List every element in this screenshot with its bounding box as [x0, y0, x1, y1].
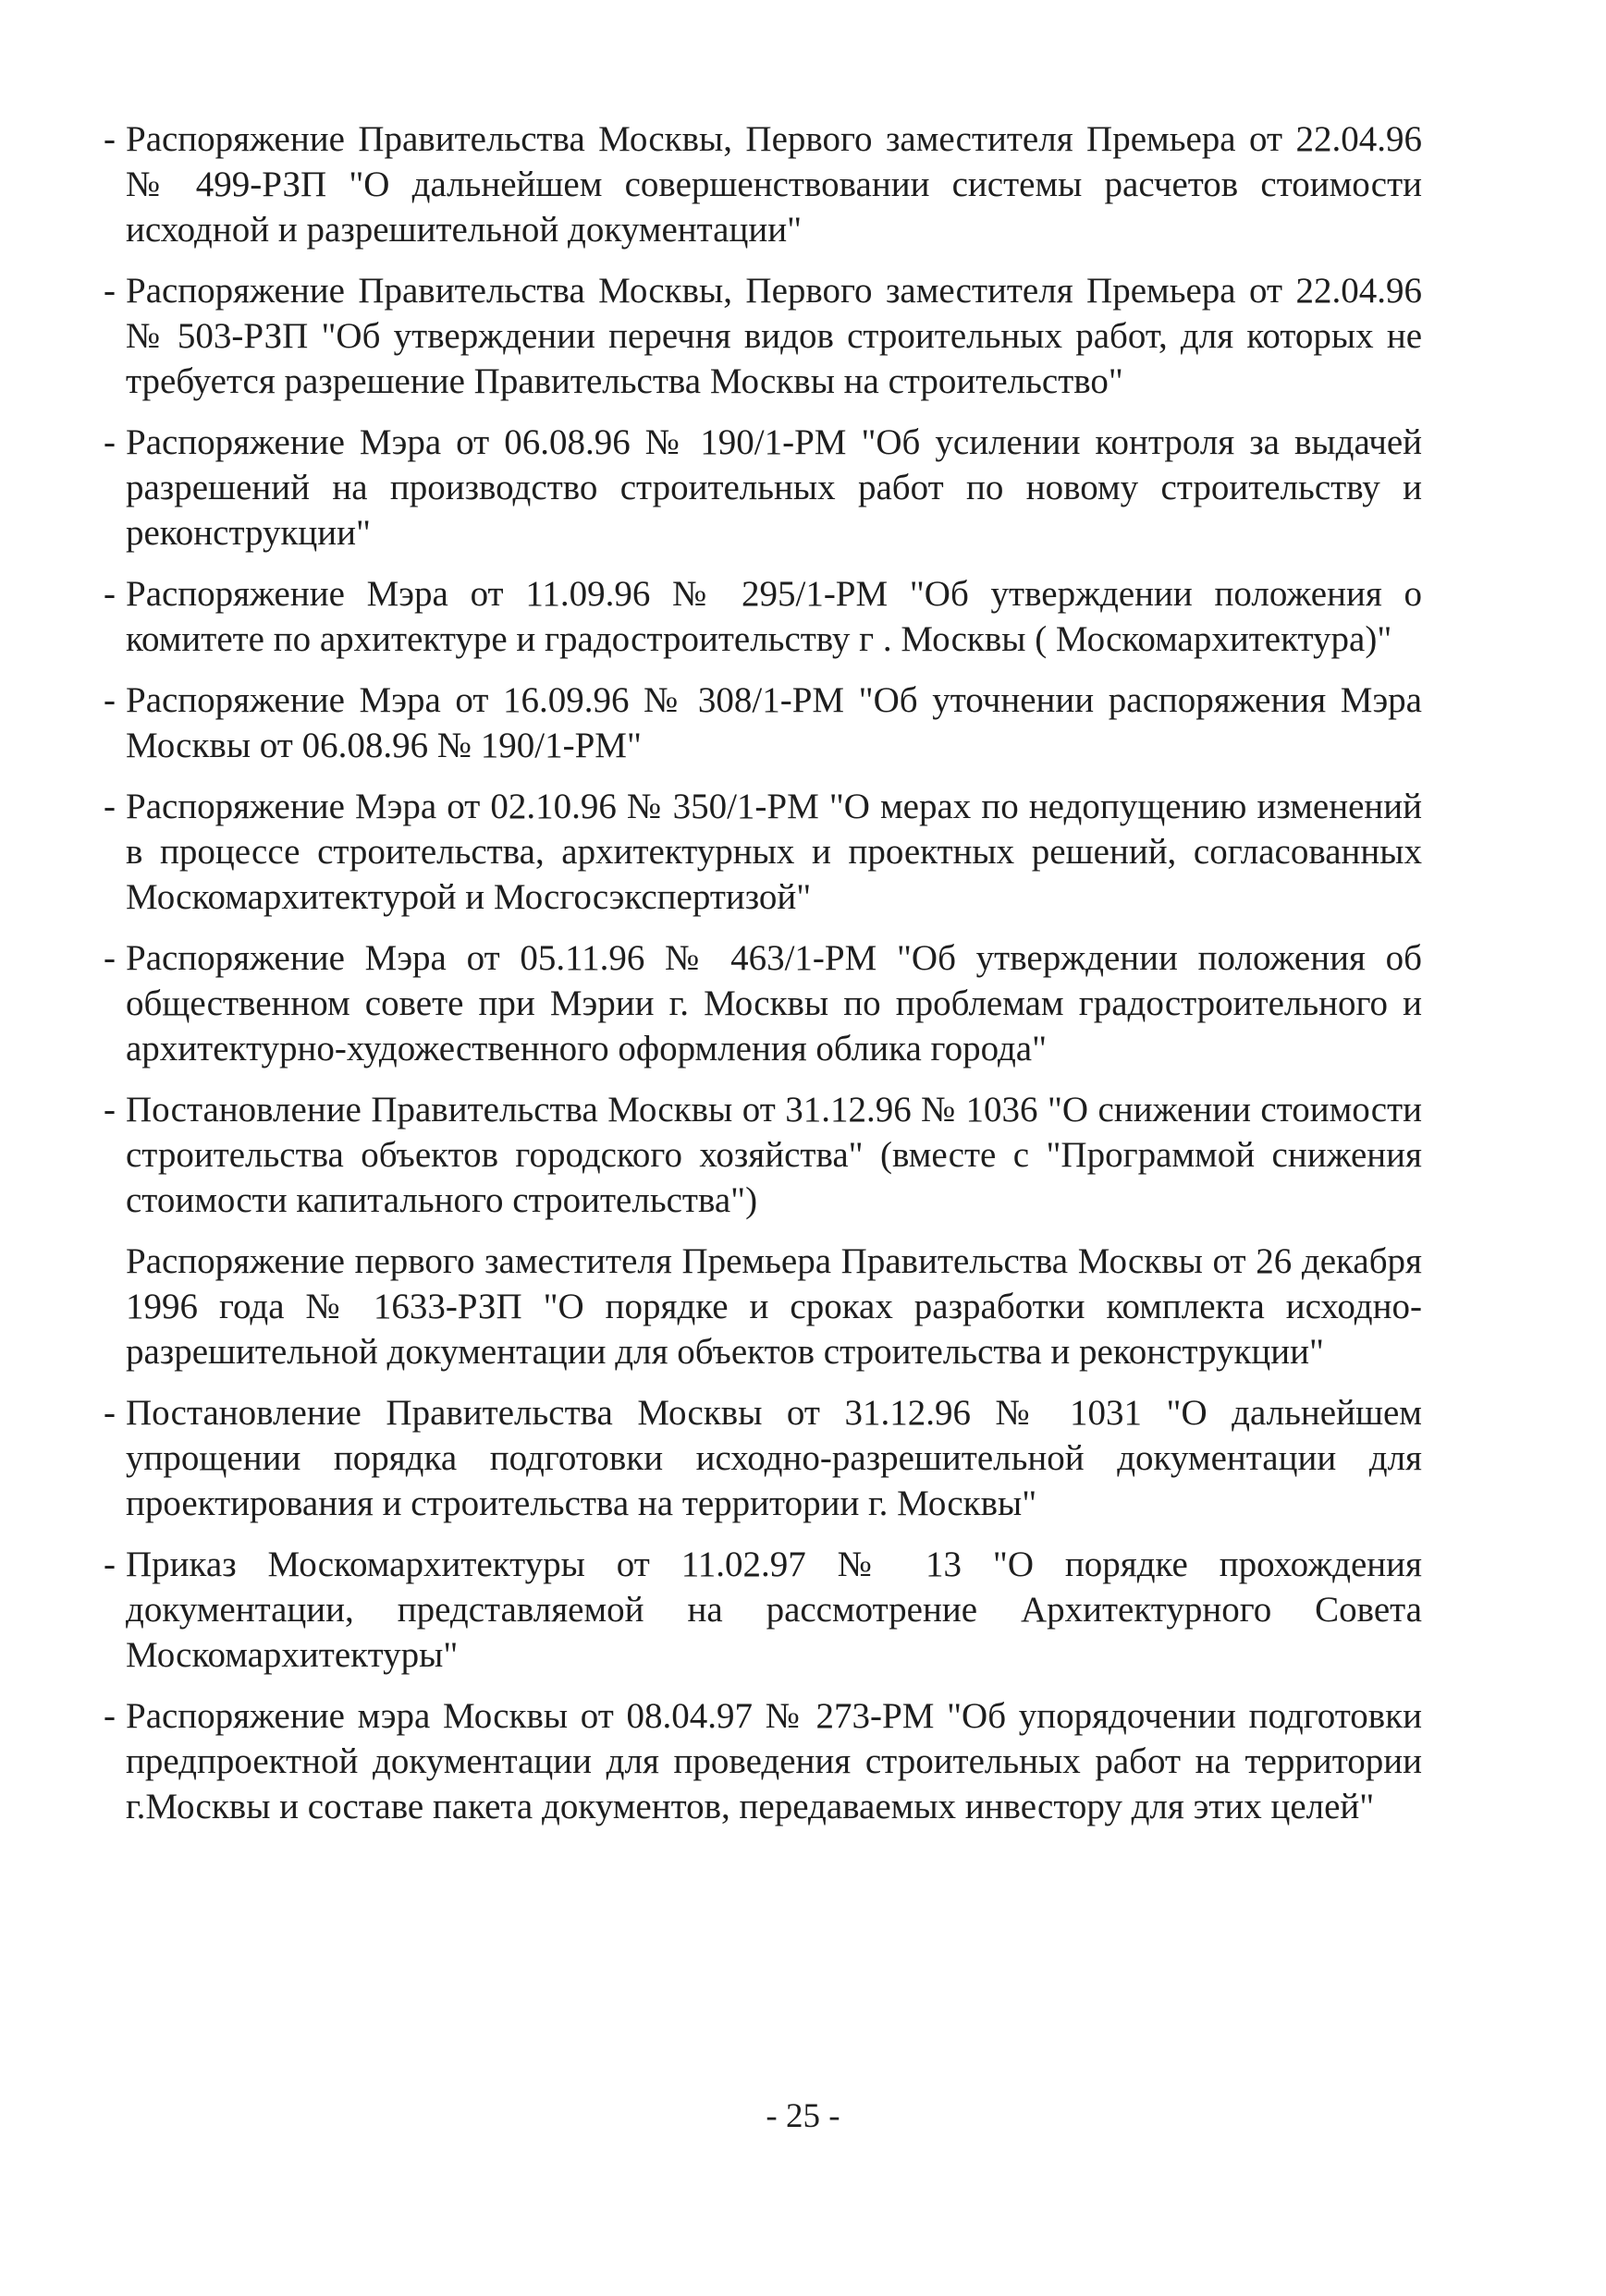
- list-item: [100, 678, 1422, 768]
- list-marker: -: [104, 422, 116, 462]
- list-item: [100, 1390, 1422, 1526]
- list-item-text: Распоряжение Мэра от 11.09.96 № 295/1-РМ "Об утверждении положения о комитете по архитектуре и градостроительству г . Москвы ( Москомархитектура)": [126, 574, 1422, 659]
- list-item-text: Распоряжение Мэра от 06.08.96 № 190/1-РМ "Об усилении контроля за выдачей разрешений на производство строительных работ по новому строительству и реконструкции": [126, 422, 1422, 553]
- list-item: [100, 116, 1422, 252]
- list-item: [100, 1239, 1422, 1374]
- list-marker: -: [104, 1393, 116, 1433]
- list-marker: -: [104, 271, 116, 311]
- list-marker: -: [104, 787, 116, 826]
- list-item-text: Распоряжение Правительства Москвы, Первого заместителя Премьера от 22.04.96 № 503-РЗП "Об утверждении перечня видов строительных работ, для которых не требуется разрешение Правительства Москвы на строительство": [126, 271, 1422, 401]
- list-item-text: Распоряжение Мэра от 16.09.96 № 308/1-РМ "Об уточнении распоряжения Мэра Москвы от 06.08.96 № 190/1-РМ": [126, 680, 1422, 765]
- list-item: [100, 935, 1422, 1071]
- list-marker: -: [104, 938, 116, 978]
- list-item: [100, 784, 1422, 920]
- page-number: - 25 -: [766, 2097, 840, 2135]
- list-marker: -: [104, 574, 116, 614]
- list-item-text: Постановление Правительства Москвы от 31.12.96 № 1031 "О дальнейшем упрощении порядка подготовки исходно-разрешительной документации для проектирования и строительства на территории г. Москвы": [126, 1393, 1422, 1523]
- list-item-text: Распоряжение Правительства Москвы, Первого заместителя Премьера от 22.04.96 № 499-РЗП "О дальнейшем совершенствовании системы расчетов стоимости исходной и разрешительной документации": [126, 119, 1422, 250]
- list-marker: -: [104, 1545, 116, 1584]
- list-item: [100, 420, 1422, 556]
- regulations-list: [100, 116, 1422, 1845]
- list-item: [100, 1087, 1422, 1223]
- list-item-text: Приказ Москомархитектуры от 11.02.97 № 13 "О порядке прохождения документации, представляемой на рассмотрение Архитектурного Совета Москомархитектуры": [126, 1545, 1422, 1675]
- list-item: [100, 1542, 1422, 1678]
- list-item-text: Распоряжение первого заместителя Премьера Правительства Москвы от 26 декабря 1996 года № 1633-РЗП "О порядке и сроках разработки комплекта исходно-разрешительной документации для объектов строительства и реконструкции": [126, 1241, 1422, 1372]
- list-marker: -: [104, 119, 116, 159]
- list-item-text: Распоряжение Мэра от 02.10.96 № 350/1-РМ "О мерах по недопущению изменений в процессе строительства, архитектурных и проектных решений, согласованных Москомархитектурой и Мосгосэкспертизой": [126, 787, 1422, 917]
- list-item-text: Распоряжение Мэра от 05.11.96 № 463/1-РМ "Об утверждении положения об общественном совете при Мэрии г. Москвы по проблемам градостроительного и архитектурно-художественного оформления облика города": [126, 938, 1422, 1069]
- list-item: [100, 1693, 1422, 1829]
- list-marker: -: [104, 1696, 116, 1736]
- list-item: [100, 268, 1422, 404]
- list-item-text: Постановление Правительства Москвы от 31.12.96 № 1036 "О снижении стоимости строительства объектов городского хозяйства" (вместе с "Программой снижения стоимости капитального строительства"): [126, 1090, 1422, 1220]
- list-marker: -: [104, 680, 116, 720]
- list-item: [100, 571, 1422, 662]
- list-marker: -: [104, 1090, 116, 1130]
- list-item-text: Распоряжение мэра Москвы от 08.04.97 № 273-РМ "Об упорядочении подготовки предпроектной документации для проведения строительных работ на территории г.Москвы и составе пакета документов, передаваемых инвестору для этих целей": [126, 1696, 1422, 1826]
